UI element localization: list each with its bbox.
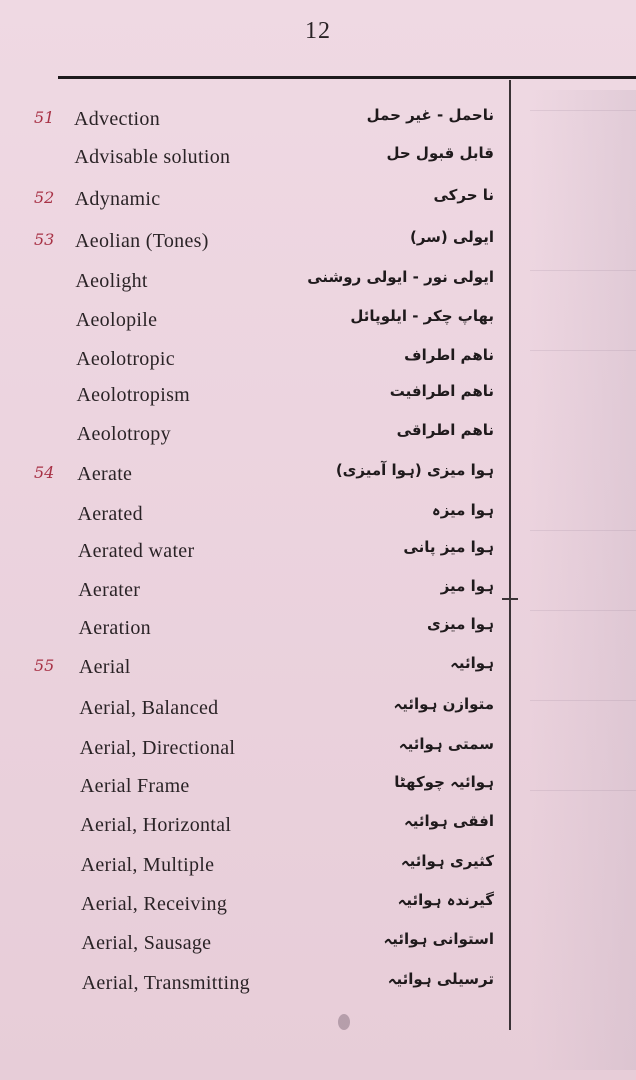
- urdu-term: ہوا میز: [440, 577, 494, 595]
- urdu-term: قابل قبول حل: [386, 144, 494, 162]
- glossary-row: [0, 188, 636, 226]
- urdu-term: گیرندہ ہوائیہ: [397, 891, 494, 909]
- english-term: Aeolight: [75, 270, 148, 292]
- urdu-term: بھاپ چکر - ایلوپائل: [350, 307, 494, 325]
- margin-note: 55: [34, 656, 55, 675]
- glossary-row: [0, 540, 636, 578]
- glossary-row: [0, 814, 636, 852]
- urdu-term: ناهم اطرافیت: [389, 382, 494, 400]
- glossary-row: [0, 503, 636, 541]
- page-number: 12: [305, 18, 331, 44]
- urdu-term: استوانی ہوائیہ: [383, 930, 494, 948]
- urdu-term: ایولی نور - ایولی روشنی: [307, 268, 494, 286]
- margin-note: 54: [34, 463, 55, 482]
- margin-note: 53: [34, 230, 55, 249]
- english-term: Aerial Frame: [79, 775, 190, 797]
- header-rule: [58, 76, 636, 79]
- urdu-term: ناحمل - غیر حمل: [366, 106, 494, 124]
- english-term: Aerated water: [77, 540, 195, 562]
- urdu-term: سمتی ہوائیہ: [398, 735, 494, 753]
- glossary-row: [0, 230, 636, 268]
- urdu-term: کثیری ہوائیہ: [400, 852, 494, 870]
- glossary-row: [0, 893, 636, 931]
- glossary-row: [0, 423, 636, 461]
- english-term: Aerial, Multiple: [80, 854, 215, 876]
- margin-note: 51: [34, 108, 55, 127]
- glossary-row: [0, 463, 636, 501]
- english-term: Aerial, Balanced: [79, 697, 219, 719]
- glossary-row: [0, 146, 636, 184]
- glossary-row: [0, 348, 636, 386]
- glossary-row: [0, 775, 636, 813]
- glossary-row: [0, 656, 636, 694]
- glossary-row: [0, 972, 636, 1010]
- english-term: Aerated: [77, 503, 143, 525]
- urdu-term: ہوا میزی (ہوا آمیزی): [335, 461, 494, 479]
- glossary-row: [0, 697, 636, 735]
- glossary-row: [0, 737, 636, 775]
- urdu-term: ناهم اطراقی: [396, 421, 494, 439]
- urdu-term: ناهم اطراف: [404, 346, 494, 364]
- english-term: Aerater: [78, 579, 141, 601]
- urdu-term: نا حرکی: [433, 186, 494, 204]
- english-term: Aerial, Receiving: [81, 893, 228, 915]
- urdu-term: ترسیلی ہوائیہ: [387, 970, 494, 988]
- glossary-row: [0, 932, 636, 970]
- urdu-term: ہوا میزی: [426, 615, 494, 633]
- english-term: Aerial, Sausage: [81, 932, 212, 954]
- english-term: Aeration: [78, 617, 151, 639]
- english-term: Aerial, Directional: [79, 737, 236, 759]
- english-term: Aeolotropic: [76, 348, 175, 370]
- english-term: Advisable solution: [74, 146, 231, 168]
- english-term: Advection: [74, 108, 161, 130]
- english-term: Aeolian (Tones): [75, 230, 209, 252]
- urdu-term: ہوا میز پانی: [403, 538, 494, 556]
- english-term: Aerial, Transmitting: [81, 972, 250, 994]
- english-term: Aerial: [78, 656, 131, 678]
- urdu-term: ہوائیہ: [450, 654, 494, 672]
- glossary-row: [0, 617, 636, 655]
- glossary-row: [0, 579, 636, 617]
- glossary-row: [0, 854, 636, 892]
- ink-smudge: [338, 1014, 350, 1030]
- margin-note: 52: [34, 188, 55, 207]
- english-term: Adynamic: [74, 188, 161, 210]
- glossary-row: [0, 108, 636, 146]
- urdu-term: ایولی (سر): [409, 228, 494, 246]
- urdu-term: متوازن ہوائیہ: [393, 695, 494, 713]
- english-term: Aeolotropy: [76, 423, 171, 445]
- english-term: Aeolotropism: [76, 384, 191, 406]
- english-term: Aerate: [77, 463, 133, 485]
- english-term: Aeolopile: [75, 309, 158, 331]
- urdu-term: افقی ہوائیہ: [403, 812, 494, 830]
- glossary-row: [0, 270, 636, 308]
- glossary-row: [0, 384, 636, 422]
- urdu-term: ہوا میزہ: [431, 501, 494, 519]
- english-term: Aerial, Horizontal: [80, 814, 232, 836]
- urdu-term: ہوائیہ چوکھٹا: [394, 773, 494, 791]
- glossary-row: [0, 309, 636, 347]
